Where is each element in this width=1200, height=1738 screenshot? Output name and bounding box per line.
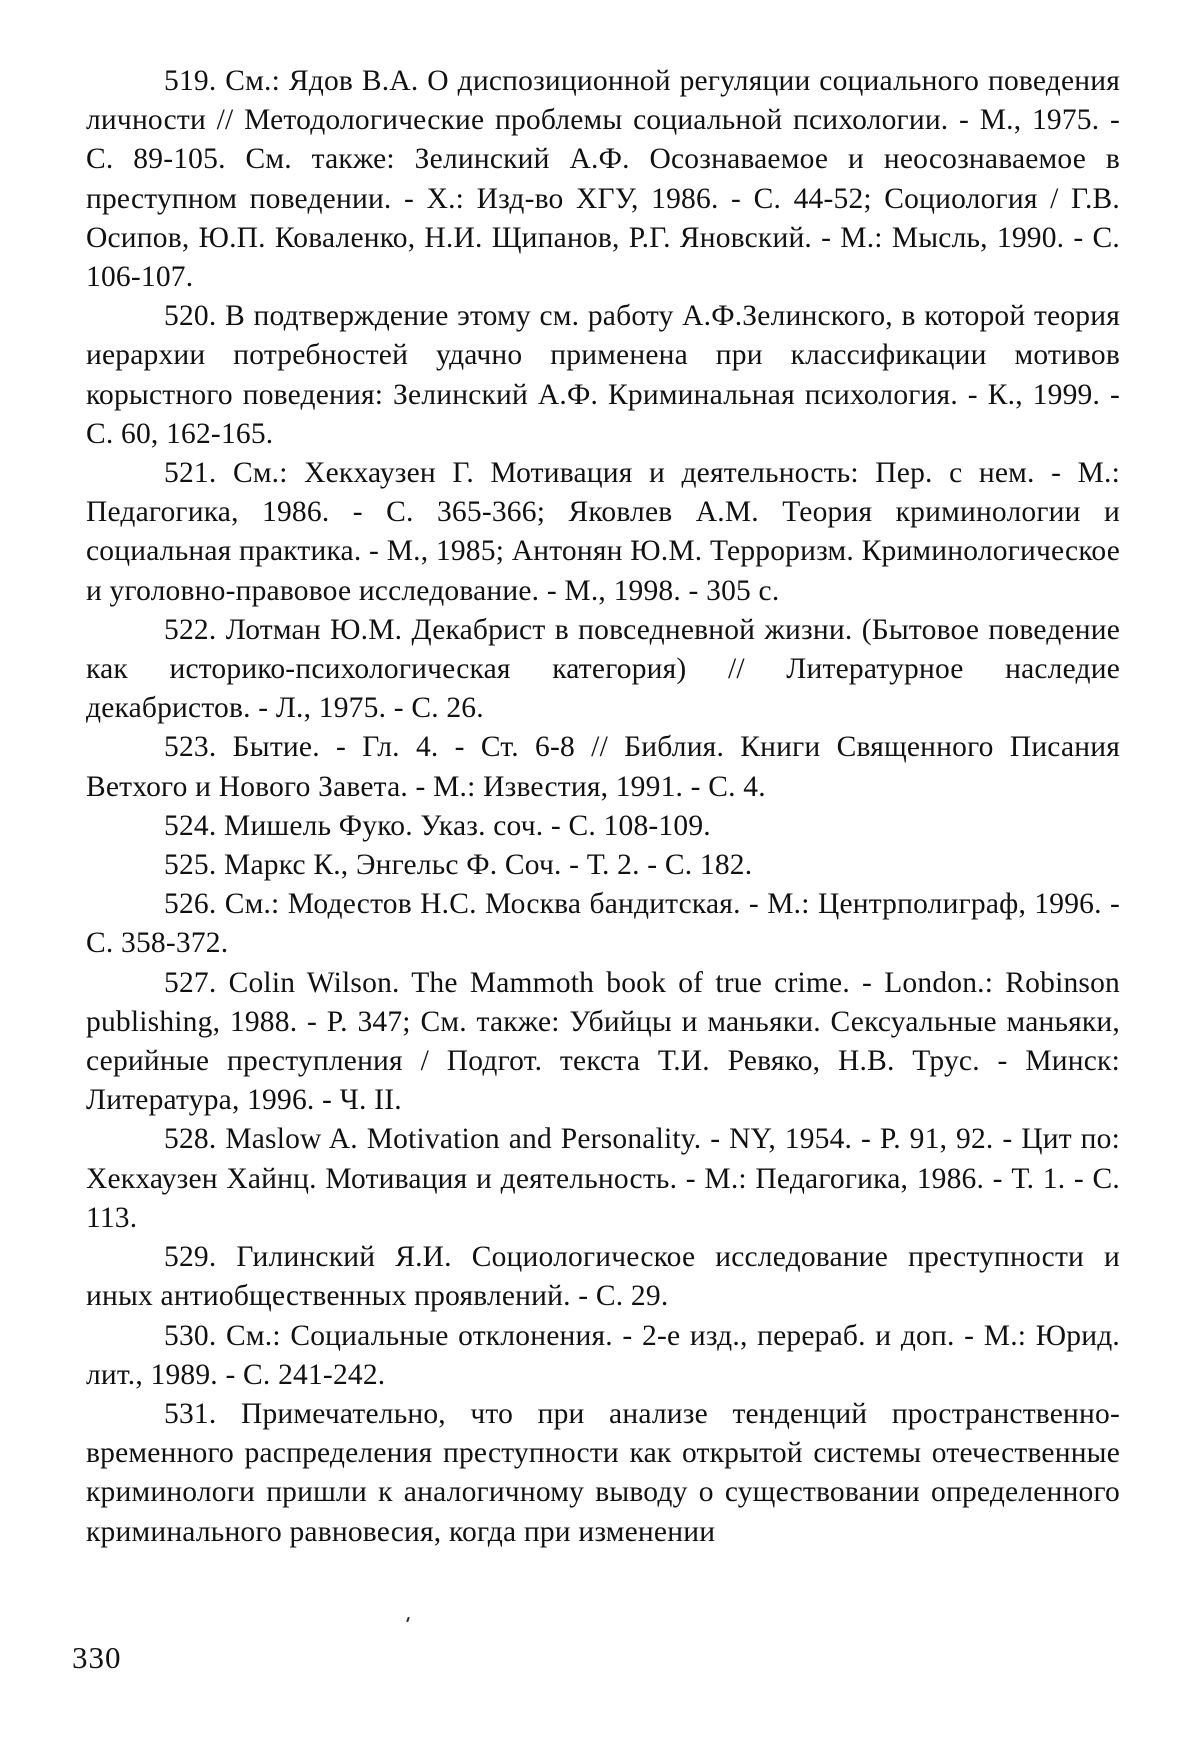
endnote-number: 525. <box>164 849 217 882</box>
endnote-text: См.: Ядов В.А. О диспозиционной регуляции социального поведения личности // Методологические проблемы социальной психологии. - М., 1975. - С. 89-105. См. также: Зелинский А.Ф. Осознаваемое и неосознаваемое в преступном поведении. - Х.: Изд-во ХГУ, 1986. - С. 44-52; Социология / Г.В. Осипов, Ю.П. Коваленко, Н.И. Щипанов, Р.Г. Яновский. - М.: Мысль, 1990. - С. 106-107. <box>86 65 1120 294</box>
endnote-text: Лотман Ю.М. Декабрист в повседневной жизни. (Бытовое поведение как историко-психологическая категория) // Литературное наследие декабристов. - Л., 1975. - С. 26. <box>86 613 1120 725</box>
endnote-text: Маркс К., Энгельс Ф. Соч. - Т. 2. - С. 182. <box>224 849 753 882</box>
endnote-text: См.: Модестов Н.С. Москва бандитская. - М.: Центрполиграф, 1996. - С. 358-372. <box>86 888 1120 960</box>
endnote-number: 528. <box>164 1123 217 1156</box>
endnote <box>86 62 1120 297</box>
endnote <box>86 885 1120 963</box>
page-number: 330 <box>72 1640 122 1675</box>
endnote-number: 523. <box>164 731 217 764</box>
scan-speck <box>406 1617 410 1622</box>
endnote-number: 529. <box>164 1241 217 1274</box>
endnote-text: Мишель Фуко. Указ. соч. - С. 108-109. <box>224 809 711 842</box>
endnote <box>86 611 1120 729</box>
endnote <box>86 1120 1120 1238</box>
endnote <box>86 807 1120 846</box>
endnote <box>86 1317 1120 1395</box>
endnote-text: Maslow A. Motivation and Personality. - NY, 1954. - P. 91, 92. - Цит по: Хекхаузен Хайнц. Мотивация и деятельность. - М.: Педагогика, 1986. - Т. 1. - С. 113. <box>86 1123 1121 1234</box>
endnote <box>86 1238 1120 1316</box>
endnote-text: Бытие. - Гл. 4. - Ст. 6-8 // Библия. Книги Священного Писания Ветхого и Нового Завета. - М.: Известия, 1991. - С. 4. <box>86 731 1120 803</box>
endnote-number: 527. <box>164 966 217 999</box>
endnote <box>86 1395 1120 1552</box>
endnote-text: В подтверждение этому см. работу А.Ф.Зелинского, в которой теория иерархии потребностей удачно применена при классификации мотивов корыстного поведения: Зелинский А.Ф. Криминальная психология. - К., 1999. - С. 60, 162-165. <box>86 300 1121 450</box>
endnote-text: См.: Социальные отклонения. - 2-е изд., перераб. и доп. - М.: Юрид. лит., 1989. - С. 241-242. <box>86 1319 1120 1391</box>
endnote-number: 519. <box>164 65 217 97</box>
endnote-number: 531. <box>164 1397 217 1430</box>
endnote <box>86 964 1120 1121</box>
endnote <box>86 297 1120 454</box>
endnote-number: 521. <box>164 457 217 490</box>
endnotes-list <box>86 62 1120 1552</box>
endnote <box>86 454 1120 611</box>
endnote <box>86 846 1120 885</box>
endnote-number: 530. <box>164 1319 217 1352</box>
endnote-number: 524. <box>164 809 217 842</box>
endnote-number: 520. <box>164 300 217 333</box>
endnote-text: Примечательно, что при анализе тенденций пространственно-временного распределения преступности как открытой системы отечественные криминологи пришли к аналогичному выводу о существовании определенного криминального равновесия, когда при изменении <box>86 1397 1120 1548</box>
endnote-text: Colin Wilson. The Mammoth book of true crime. - London.: Robinson publishing, 1988. - P. 347; См. также: Убийцы и маньяки. Сексуальные маньяки, серийные преступления / Подгот. текста Т.И. Ревяко, Н.В. Трус. - Минск: Литература, 1996. - Ч. II. <box>86 966 1121 1117</box>
endnote-number: 522. <box>164 613 217 646</box>
endnote-number: 526. <box>164 888 217 921</box>
endnote-text: Гилинский Я.И. Социологическое исследование преступности и иных антиобщественных проявлений. - С. 29. <box>86 1241 1120 1313</box>
endnote-text: См.: Хекхаузен Г. Мотивация и деятельность: Пер. с нем. - М.: Педагогика, 1986. - С. 365-366; Яковлев А.М. Теория криминологии и социальная практика. - М., 1985; Антонян Ю.М. Терроризм. Криминологическое и уголовно-правовое исследование. - М., 1998. - 305 с. <box>86 457 1120 607</box>
endnote <box>86 728 1120 806</box>
